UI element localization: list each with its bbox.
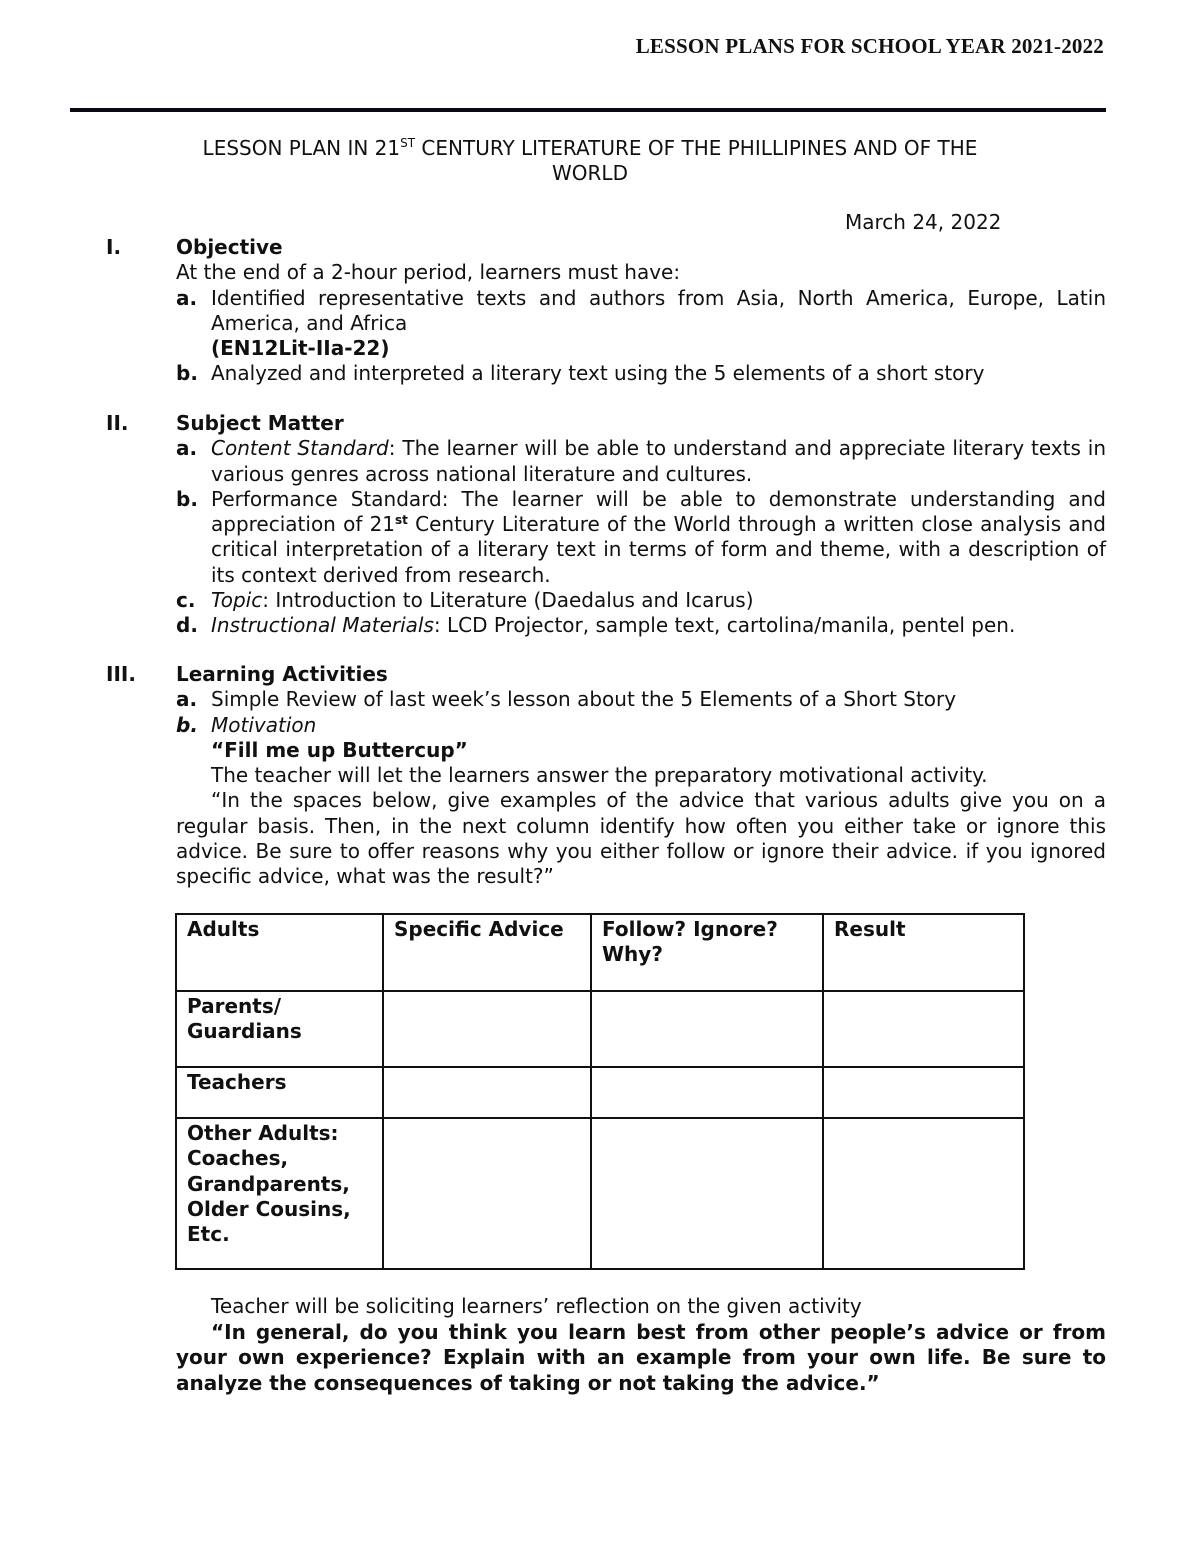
section-numeral: III. bbox=[106, 662, 136, 686]
table-cell[interactable] bbox=[591, 991, 823, 1067]
competency-code: (EN12Lit-IIa-22) bbox=[211, 336, 390, 361]
section-objective bbox=[106, 235, 1106, 387]
table-cell[interactable] bbox=[823, 991, 1024, 1067]
section-title: Learning Activities bbox=[176, 662, 388, 686]
activity-item-b: b. Motivation bbox=[176, 712, 317, 737]
table-cell[interactable] bbox=[591, 1067, 823, 1118]
subject-item-b: b. Performance Standard: The learner will be able to demonstrate understanding and appreciation of 21st Century Literature of the World through a written close analysis and critical interpretation of a literary text in terms of form and theme, with a description of its context derived from research. bbox=[176, 486, 1106, 587]
row-label-cell: Other Adults: Coaches, Grandparents, Older Cousins, Etc. bbox=[176, 1118, 383, 1269]
row-label-cell: Teachers bbox=[176, 1067, 383, 1118]
section-numeral: I. bbox=[106, 235, 122, 259]
activity-item-a: a. Simple Review of last week’s lesson about the 5 Elements of a Short Story bbox=[176, 687, 957, 712]
subject-item-c: c. Topic: Introduction to Literature (Daedalus and Icarus) bbox=[176, 588, 754, 613]
reflection-intro: Teacher will be soliciting learners’ reflection on the given activity bbox=[211, 1294, 862, 1318]
activity-title: “Fill me up Buttercup” bbox=[211, 737, 468, 762]
subject-item-a: a. Content Standard: The learner will be able to understand and appreciate literary texts in various genres across national literature and cultures. bbox=[176, 436, 1106, 486]
advice-table bbox=[175, 913, 1025, 1270]
title-line-1: LESSON PLAN IN 21ST CENTURY LITERATURE OF THE PHILLIPINES AND OF THE bbox=[202, 136, 978, 160]
row-label-cell: Parents/ Guardians bbox=[176, 991, 383, 1067]
table-cell[interactable] bbox=[383, 1067, 591, 1118]
header-cell: Specific Advice bbox=[383, 914, 591, 991]
objective-item-a: a. Identified representative texts and authors from Asia, North America, Europe, Latin America, and Africa (EN12Lit-IIa-22) bbox=[176, 285, 1106, 361]
section-learning-activities bbox=[106, 662, 1106, 890]
objective-intro: At the end of a 2-hour period, learners must have: bbox=[176, 260, 681, 285]
table-row bbox=[176, 1067, 1024, 1118]
reflection-section bbox=[176, 1294, 1106, 1396]
table-cell[interactable] bbox=[823, 1067, 1024, 1118]
table-row bbox=[176, 991, 1024, 1067]
header-cell: Follow? Ignore? Why? bbox=[591, 914, 823, 991]
table-cell[interactable] bbox=[383, 991, 591, 1067]
table-cell[interactable] bbox=[383, 1118, 591, 1269]
activity-prompt: “In the spaces below, give examples of the advice that various adults give you on a regular basis. Then, in the next column identify how often you either take or ignore this advice. Be sure to offer reasons why you either follow or ignore their advice. if you ignored specific advice, what was the result?” bbox=[176, 788, 1106, 889]
header-cell: Result bbox=[823, 914, 1024, 991]
table-cell[interactable] bbox=[823, 1118, 1024, 1269]
section-subject-matter bbox=[106, 411, 1106, 639]
header-divider bbox=[70, 108, 1106, 112]
section-title: Objective bbox=[176, 235, 283, 259]
table-header-row bbox=[176, 914, 1024, 991]
table-cell[interactable] bbox=[591, 1118, 823, 1269]
section-title: Subject Matter bbox=[176, 411, 344, 435]
activity-intro: The teacher will let the learners answer the preparatory motivational activity. bbox=[211, 763, 988, 788]
document-title bbox=[100, 136, 1080, 186]
section-numeral: II. bbox=[106, 411, 129, 435]
title-line-2: WORLD bbox=[552, 161, 628, 185]
page-header: LESSON PLANS FOR SCHOOL YEAR 2021-2022 bbox=[635, 34, 1104, 58]
table-row bbox=[176, 1118, 1024, 1269]
header-cell: Adults bbox=[176, 914, 383, 991]
lesson-date: March 24, 2022 bbox=[845, 210, 1002, 234]
reflection-question: “In general, do you think you learn best from other people’s advice or from your own experience? Explain with an example from your own life. Be sure to analyze the consequences of taking or not taking the advice.” bbox=[176, 1319, 1106, 1395]
subject-item-d: d. Instructional Materials: LCD Projector, sample text, cartolina/manila, pentel pen. bbox=[176, 613, 1016, 638]
objective-item-b: b. Analyzed and interpreted a literary text using the 5 elements of a short story bbox=[176, 361, 985, 386]
